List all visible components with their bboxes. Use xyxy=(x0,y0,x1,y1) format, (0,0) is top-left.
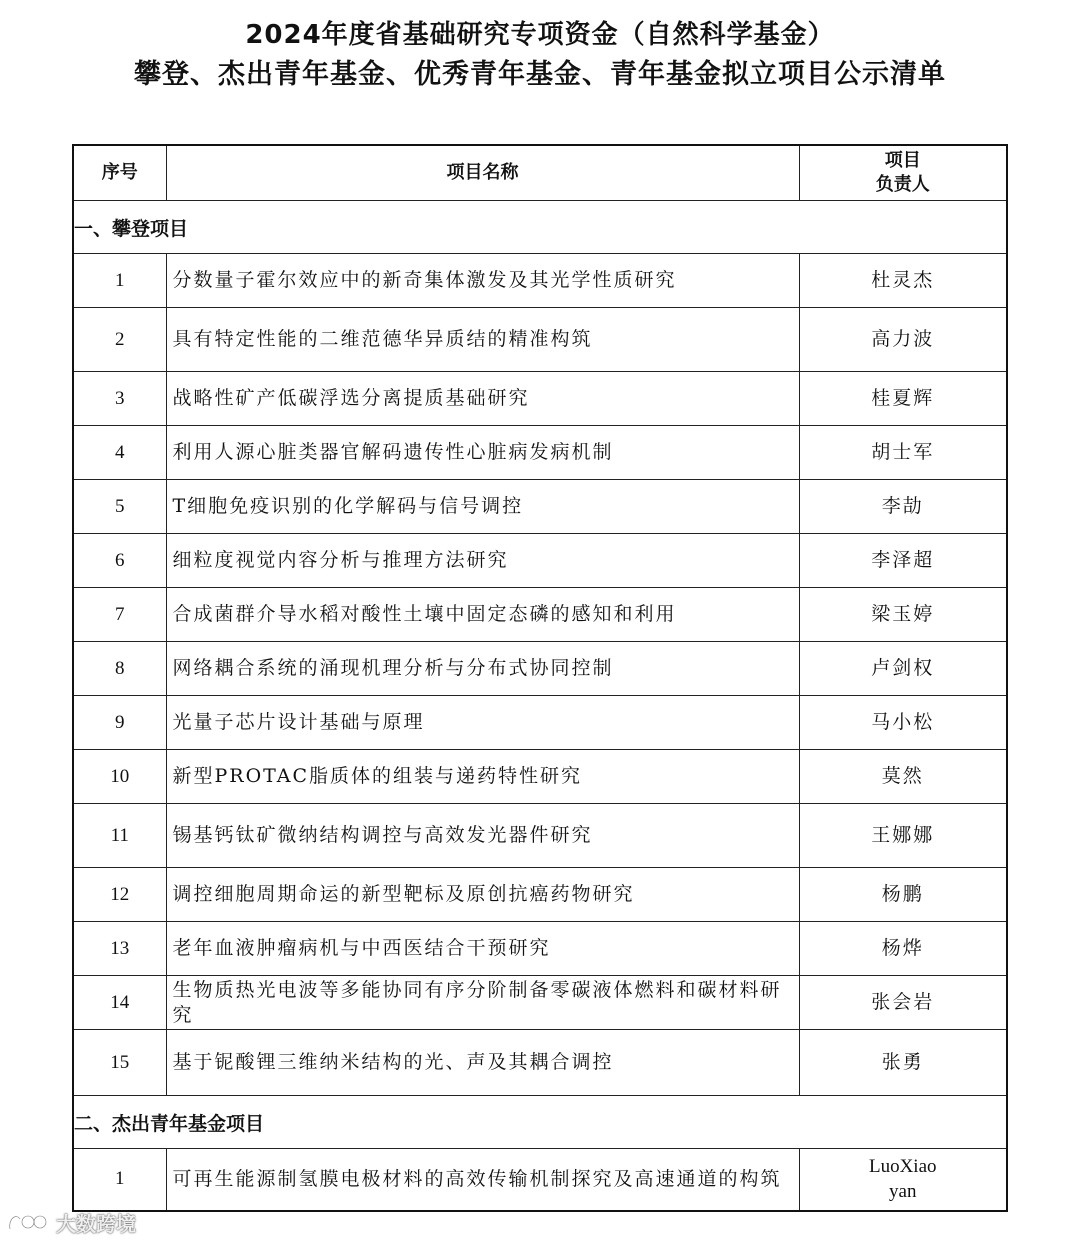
row-project-name: 生物质热光电波等多能协同有序分阶制备零碳液体燃料和碳材料研究 xyxy=(166,976,799,1030)
section-row-climbing xyxy=(73,201,1007,254)
table-row xyxy=(73,534,1007,588)
row-index: 15 xyxy=(73,1030,166,1096)
row-leader: 杨烨 xyxy=(799,922,1007,976)
brand-logo-icon xyxy=(6,1209,50,1235)
watermark xyxy=(6,1206,136,1238)
row-index: 14 xyxy=(73,976,166,1030)
header-leader: 项目 负责人 xyxy=(799,145,1007,201)
row-index: 5 xyxy=(73,480,166,534)
section-label: 一、攀登项目 xyxy=(73,201,1007,254)
table-row xyxy=(73,750,1007,804)
row-index: 9 xyxy=(73,696,166,750)
project-list-table xyxy=(72,144,1008,1212)
row-leader: LuoXiao yan xyxy=(799,1149,1007,1211)
table-row xyxy=(73,696,1007,750)
row-project-name: 可再生能源制氢膜电极材料的高效传输机制探究及高速通道的构筑 xyxy=(166,1149,799,1211)
header-index: 序号 xyxy=(73,145,166,201)
row-index: 7 xyxy=(73,588,166,642)
row-project-name: 合成菌群介导水稻对酸性土壤中固定态磷的感知和利用 xyxy=(166,588,799,642)
row-leader: 马小松 xyxy=(799,696,1007,750)
document-title-line-1: 2024年度省基础研究专项资金（自然科学基金） xyxy=(245,20,835,50)
row-index: 4 xyxy=(73,426,166,480)
row-index: 1 xyxy=(73,1149,166,1211)
table-row xyxy=(73,1149,1007,1211)
row-project-name: 细粒度视觉内容分析与推理方法研究 xyxy=(166,534,799,588)
row-project-name: 利用人源心脏类器官解码遗传性心脏病发病机制 xyxy=(166,426,799,480)
table-row xyxy=(73,1030,1007,1096)
section-label: 二、杰出青年基金项目 xyxy=(73,1096,1007,1149)
document-title-line-2: 攀登、杰出青年基金、优秀青年基金、青年基金拟立项目公示清单 xyxy=(134,59,946,90)
table-row xyxy=(73,804,1007,868)
row-index: 12 xyxy=(73,868,166,922)
row-project-name: 网络耦合系统的涌现机理分析与分布式协同控制 xyxy=(166,642,799,696)
table-row xyxy=(73,372,1007,426)
row-project-name: 基于铌酸锂三维纳米结构的光、声及其耦合调控 xyxy=(166,1030,799,1096)
row-leader: 高力波 xyxy=(799,308,1007,372)
row-leader: 李泽超 xyxy=(799,534,1007,588)
row-project-name: 老年血液肿瘤病机与中西医结合干预研究 xyxy=(166,922,799,976)
row-project-name: 战略性矿产低碳浮选分离提质基础研究 xyxy=(166,372,799,426)
row-index: 3 xyxy=(73,372,166,426)
watermark-text: 大数跨境 xyxy=(56,1211,136,1236)
row-leader: 莫然 xyxy=(799,750,1007,804)
row-leader: 卢剑权 xyxy=(799,642,1007,696)
table-row xyxy=(73,308,1007,372)
table-row xyxy=(73,976,1007,1030)
row-index: 11 xyxy=(73,804,166,868)
row-leader: 胡士军 xyxy=(799,426,1007,480)
table-row xyxy=(73,868,1007,922)
table-header-row xyxy=(73,145,1007,201)
section-row-outstanding-youth xyxy=(73,1096,1007,1149)
row-leader: 杜灵杰 xyxy=(799,254,1007,308)
row-project-name: 锡基钙钛矿微纳结构调控与高效发光器件研究 xyxy=(166,804,799,868)
row-index: 8 xyxy=(73,642,166,696)
table-row xyxy=(73,922,1007,976)
table-row xyxy=(73,254,1007,308)
header-project-name: 项目名称 xyxy=(166,145,799,201)
row-project-name: 分数量子霍尔效应中的新奇集体激发及其光学性质研究 xyxy=(166,254,799,308)
row-leader: 王娜娜 xyxy=(799,804,1007,868)
table-row xyxy=(73,480,1007,534)
row-index: 6 xyxy=(73,534,166,588)
table-row xyxy=(73,426,1007,480)
row-project-name: 新型PROTAC脂质体的组装与递药特性研究 xyxy=(166,750,799,804)
row-project-name: 光量子芯片设计基础与原理 xyxy=(166,696,799,750)
table-row xyxy=(73,588,1007,642)
row-leader: 李劼 xyxy=(799,480,1007,534)
row-index: 1 xyxy=(73,254,166,308)
row-leader: 张会岩 xyxy=(799,976,1007,1030)
row-index: 2 xyxy=(73,308,166,372)
row-project-name: 具有特定性能的二维范德华异质结的精准构筑 xyxy=(166,308,799,372)
row-project-name: 调控细胞周期命运的新型靶标及原创抗癌药物研究 xyxy=(166,868,799,922)
row-leader: 桂夏辉 xyxy=(799,372,1007,426)
row-index: 13 xyxy=(73,922,166,976)
row-leader: 杨鹏 xyxy=(799,868,1007,922)
row-project-name: T细胞免疫识别的化学解码与信号调控 xyxy=(166,480,799,534)
row-index: 10 xyxy=(73,750,166,804)
table-row xyxy=(73,642,1007,696)
row-leader: 梁玉婷 xyxy=(799,588,1007,642)
row-leader: 张勇 xyxy=(799,1030,1007,1096)
